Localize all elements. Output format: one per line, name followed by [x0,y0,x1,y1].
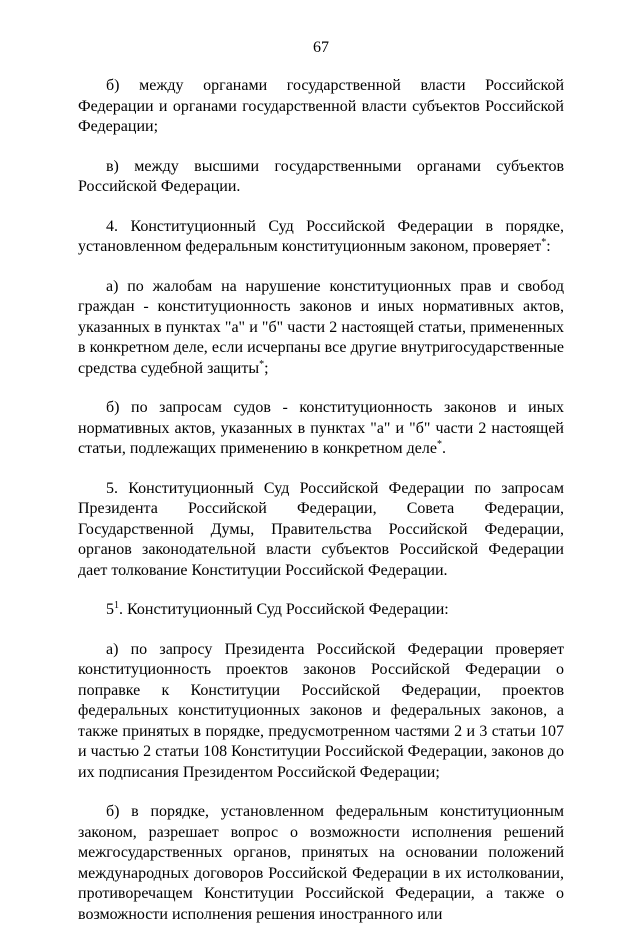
footnote-mark: * [436,439,442,450]
paragraph-5-interpretation: 5. Конституционный Суд Российской Федерации по запросам Президента Российской Федерации, Совета Федерации, Государственной Думы, Правительства Российской Федерации, органов законодательной власти субъектов Российской Федерации дает толкование Конституции Российской Федерации. [78,479,564,579]
paragraph-5-1b-interstate-decisions: б) в порядке, установленном федеральным конституционным законом, разрешает вопрос о возможности исполнения решений межгосударственных органов, принятых на основании положений международных договоров Российской Федерации в их истолковании, противоречащем Конституции Российской Федерации, а также о возможности исполнения решения иностранного или [78,803,564,923]
paragraph-4b-court-requests: б) по запросам судов - конституционность законов и иных нормативных актов, указанных в пунктах "а" и "б" части 2 настоящей статьи, подлежащих применению в конкретном деле*. [78,399,564,457]
page-number: 67 [313,39,329,56]
superscript-number: 1 [114,600,119,611]
footnote-mark: * [259,358,265,370]
paragraph-4-court-checks: 4. Конституционный Суд Российской Федерации в порядке, установленном федеральным конституционным законом, проверяет*: [78,217,564,255]
paragraph-4a-citizen-complaints: а) по жалобам на нарушение конституционных прав и свобод граждан - конституционность законов и иных нормативных актов, указанных в пунктах "а" и "б" части 2 настоящей статьи, примененных в конкретном деле, если исчерпаны все другие внутригосударственные средства судебной защиты*; [78,277,564,377]
paragraph-v-higher-state-bodies: в) между высшими государственными органами субъектов Российской Федерации. [78,157,564,195]
footnote-mark: * [541,237,547,248]
paragraph-b-state-power-bodies: б) между органами государственной власти Российской Федерации и органами государственной власти субъектов Российской Федерации; [78,77,564,135]
paragraph-5-1-heading: $5^1$. Конституционный Суд Российской Федерации: [106,600,449,618]
paragraph-5-1a-president-request: а) по запросу Президента Российской Федерации проверяет конституционность проектов законов Российской Федерации о поправке к Конституции Российской Федерации, проектов федеральных конституционных законов и федеральных законов, а также принятых в порядке, предусмотренном частями 2 и 3 статьи 107 и частью 2 статьи 108 Конституции Российской Федерации, законов до их подписания Президентом Российской Федерации; [78,640,564,781]
